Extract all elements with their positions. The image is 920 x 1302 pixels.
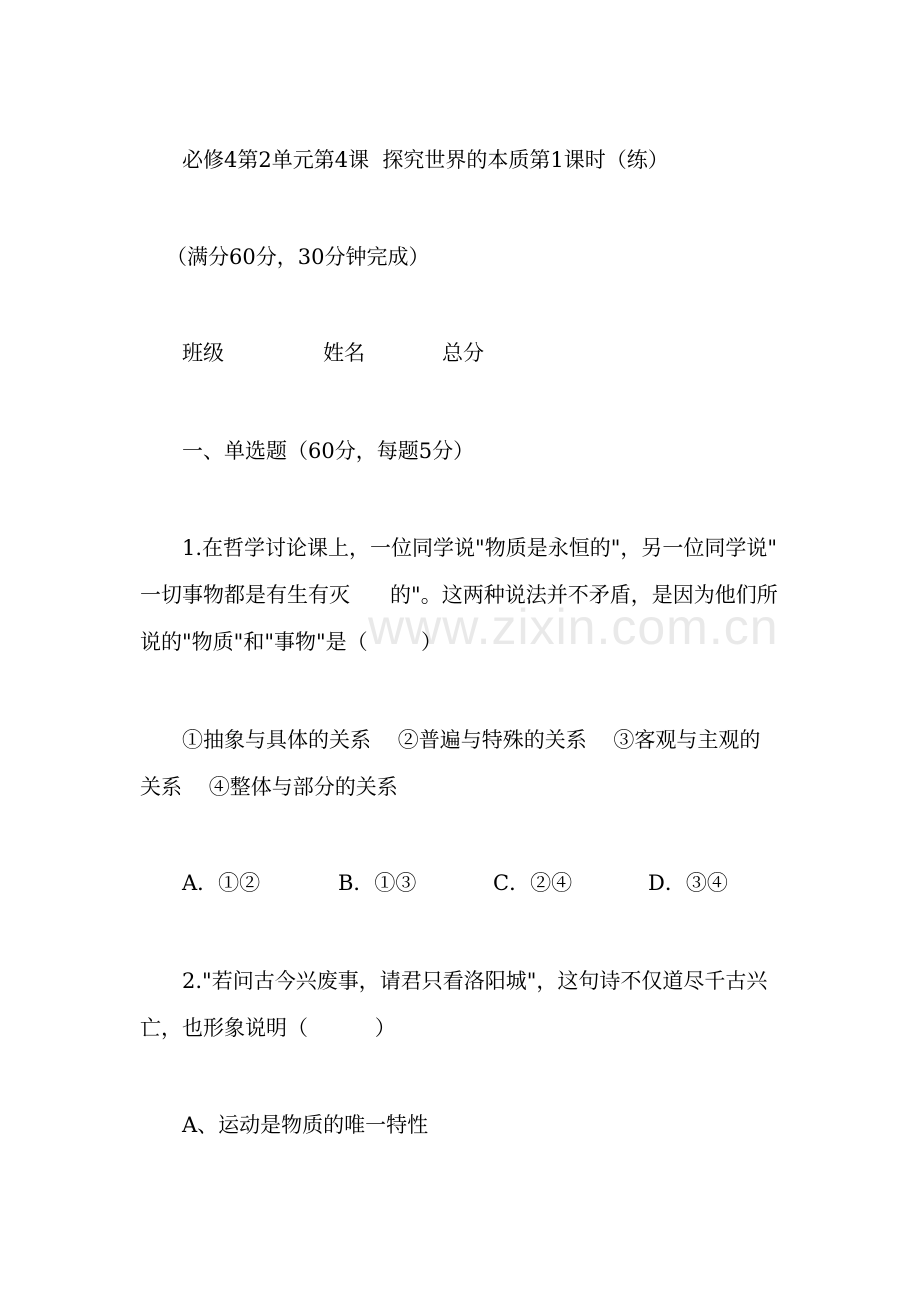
q2-line-1: 2."若问古今兴废事，请君只看洛阳城"，这句诗不仅道尽千古兴: [182, 969, 768, 993]
q1-items-line-1: ①抽象与具体的关系 ②普遍与特殊的关系 ③客观与主观的: [182, 728, 761, 752]
q1-line-2: 一切事物都是有生有灭 的"。这两种说法并不矛盾，是因为他们所: [140, 583, 778, 607]
q1-option-a: A．①②: [182, 871, 261, 895]
q1-items-line-2: 关系 ④整体与部分的关系: [140, 775, 398, 799]
q1-option-c: C．②④: [493, 871, 573, 895]
watermark: www.zixin.com.cn: [368, 599, 779, 655]
q1-option-d: D．③④: [648, 871, 728, 895]
q1-line-3: 说的"物质"和"事物"是（ ）: [140, 630, 443, 654]
q2-line-2: 亡，也形象说明（ ）: [140, 1016, 396, 1040]
name-label: 姓名: [323, 341, 365, 365]
q1-option-b: B．①③: [338, 871, 417, 895]
page-subtitle: （满分60分，30分钟完成）: [166, 245, 430, 269]
section-heading: 一、单选题（60分，每题5分）: [182, 439, 475, 463]
q1-line-1: 1.在哲学讨论课上，一位同学说"物质是永恒的"，另一位同学说": [182, 536, 778, 560]
q2-option-a: A、运动是物质的唯一特性: [182, 1113, 429, 1137]
class-label: 班级: [182, 341, 224, 365]
page-title: 必修4第2单元第4课 探究世界的本质第1课时（练）: [182, 148, 669, 172]
score-label: 总分: [442, 341, 484, 365]
